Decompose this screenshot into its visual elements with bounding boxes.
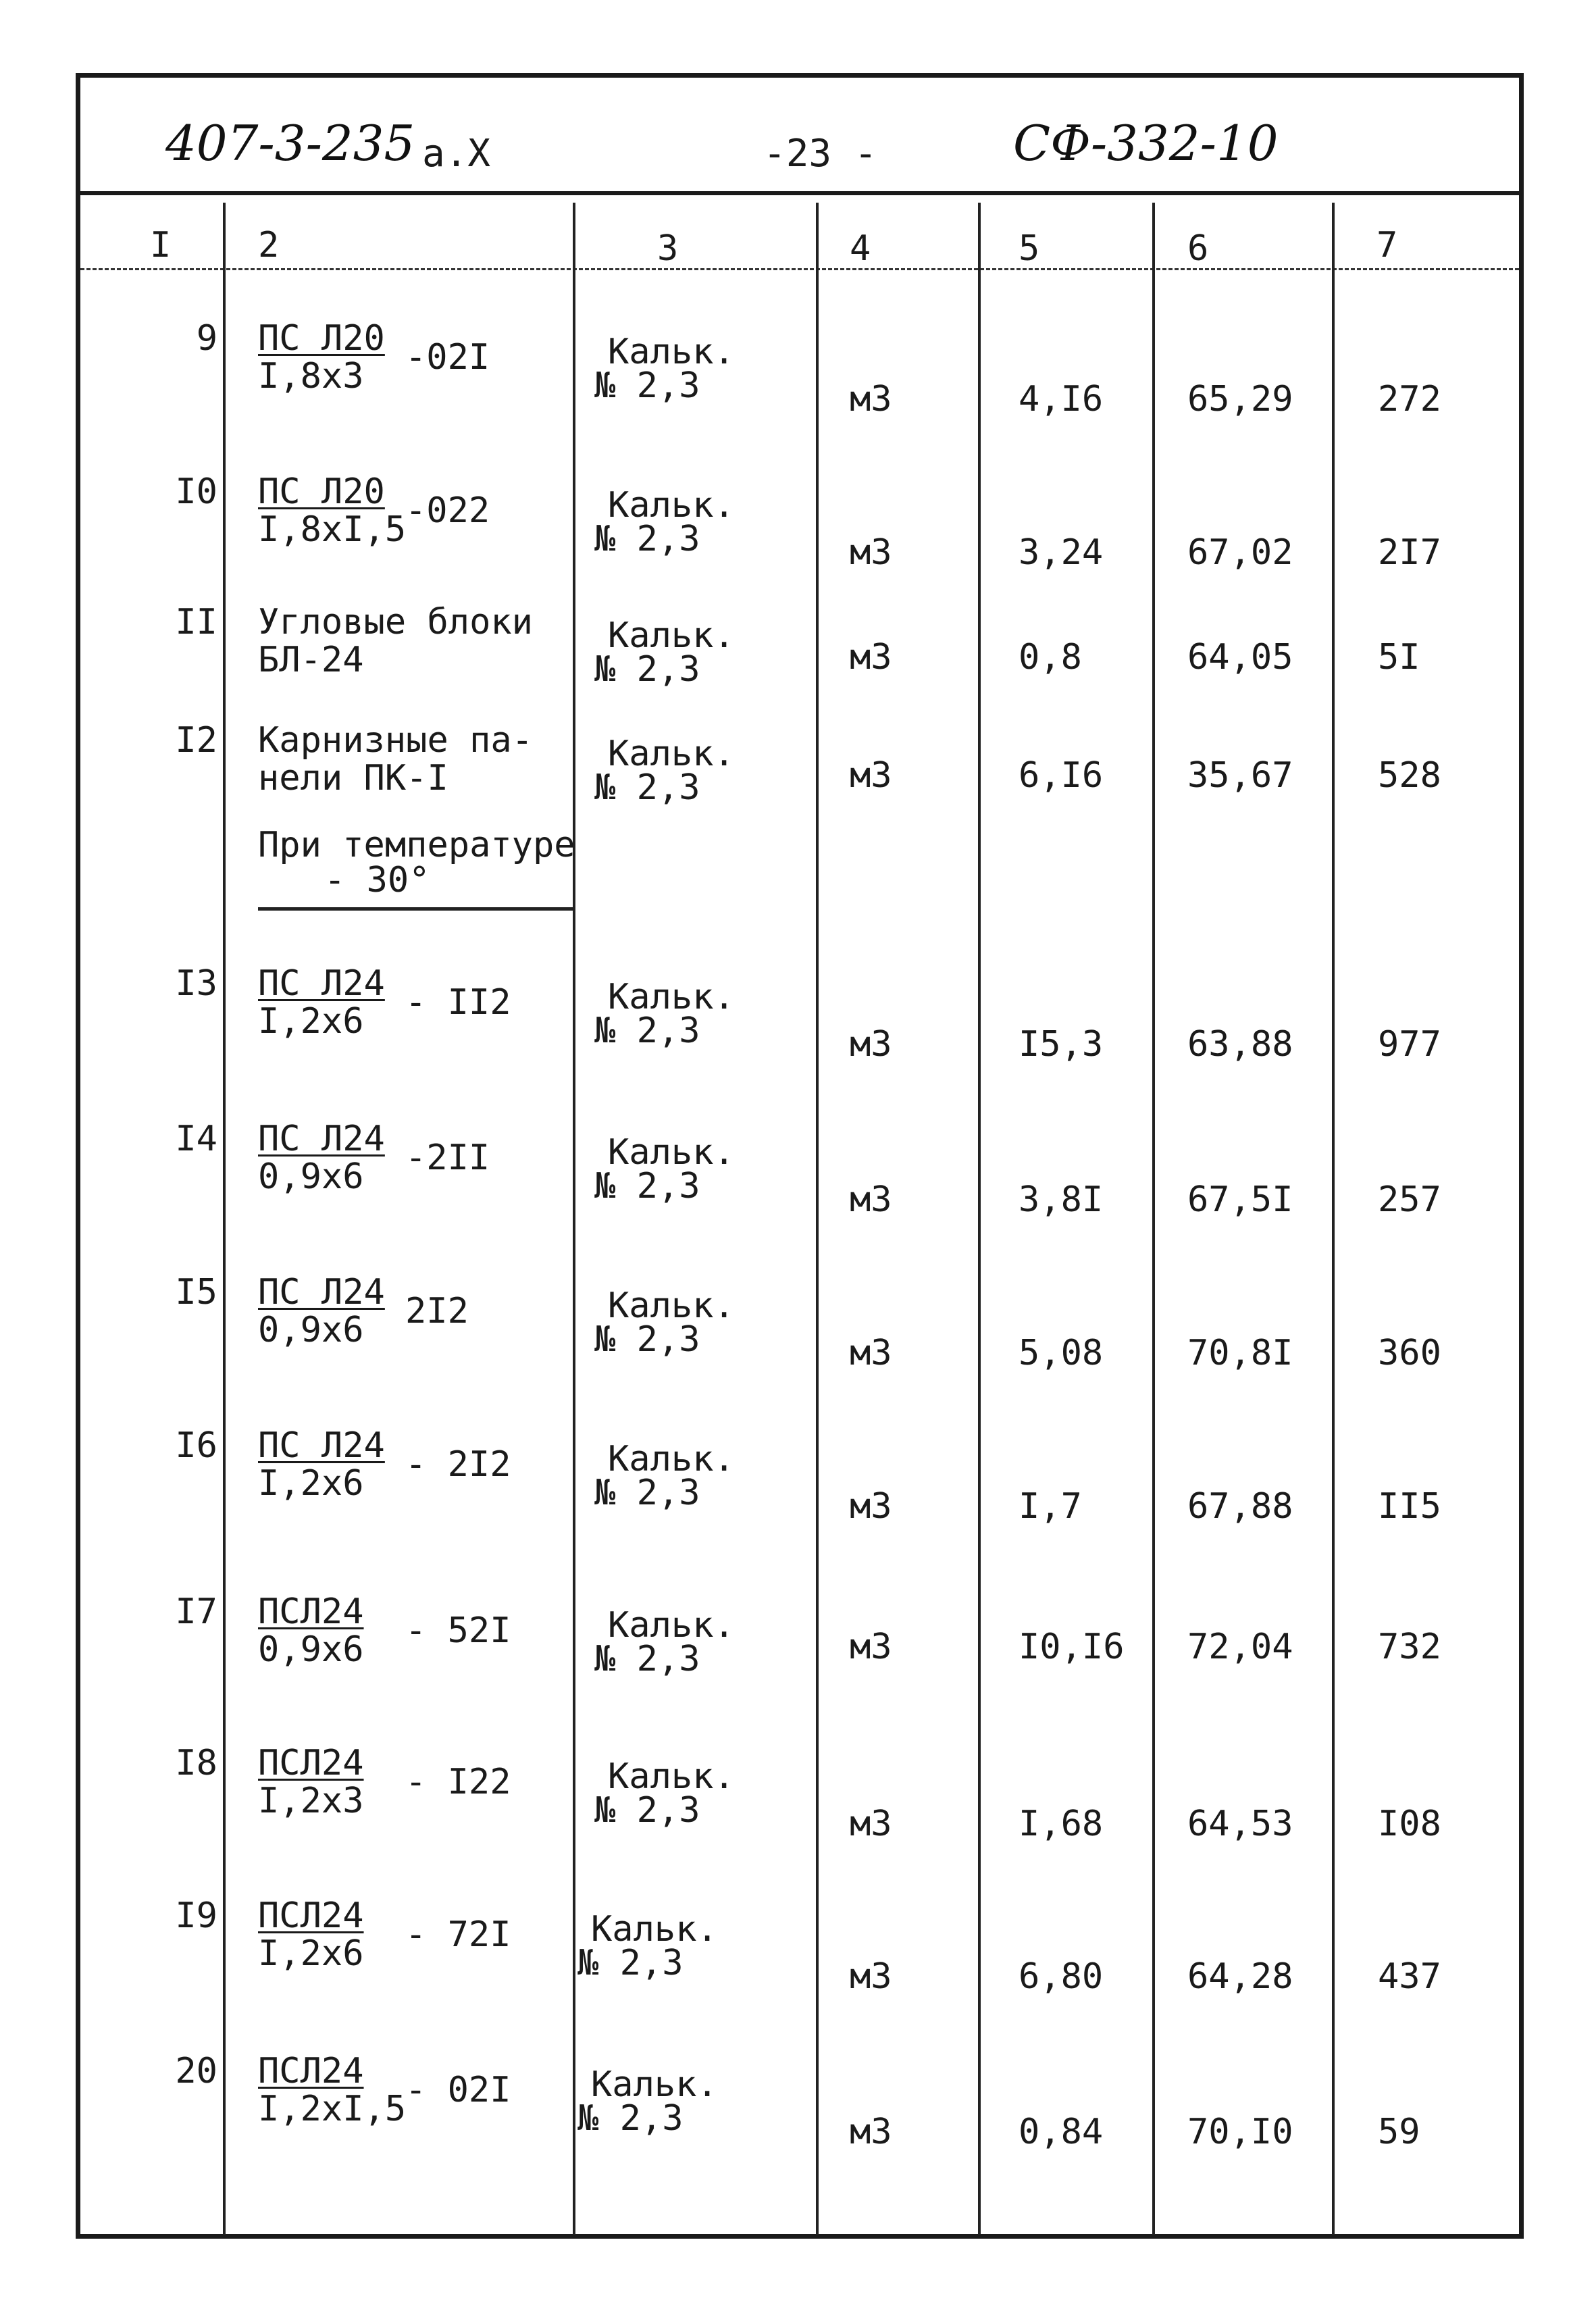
doc-label: Кальк. — [608, 1132, 735, 1173]
row-number: I5 — [175, 1272, 217, 1313]
column-divider-5 — [1152, 203, 1155, 2235]
unit-price: 67,5I — [1187, 1179, 1293, 1220]
doc-number: № 2,3 — [594, 767, 700, 808]
doc-number: № 2,3 — [594, 1473, 700, 1513]
doc-label: Кальк. — [608, 485, 735, 526]
item-size: I,2x6 — [258, 1463, 364, 1504]
row-number: I4 — [175, 1119, 217, 1159]
quantity: 6,I6 — [1019, 755, 1104, 796]
doc-number: № 2,3 — [594, 365, 700, 406]
unit: м3 — [850, 1333, 892, 1373]
unit: м3 — [850, 1956, 892, 1997]
section-note-line2: - 30° — [324, 860, 430, 900]
row-number: I2 — [175, 720, 217, 761]
item-size: I,2x6 — [258, 1001, 364, 1042]
quantity: 3,8I — [1019, 1179, 1104, 1220]
item-name: ПСЛ24 — [258, 1592, 364, 1632]
doc-code: 407-3-235 — [165, 115, 415, 172]
doc-label: Кальк. — [591, 2064, 718, 2105]
unit-price: 72,04 — [1187, 1627, 1293, 1667]
doc-label: Кальк. — [608, 332, 735, 372]
quantity: I,7 — [1019, 1486, 1082, 1527]
item-size: БЛ-24 — [258, 640, 364, 680]
header-divider — [76, 191, 1524, 195]
unit: м3 — [850, 755, 892, 796]
sheet-code: СФ-332-10 — [1013, 115, 1279, 172]
item-name: ПС Л24 — [258, 1272, 385, 1313]
total-cost: 977 — [1378, 1024, 1441, 1065]
item-code: - 02I — [405, 2070, 511, 2110]
total-cost: 437 — [1378, 1956, 1441, 1997]
item-code: - II2 — [405, 982, 511, 1023]
column-header-divider — [80, 268, 1519, 270]
doc-number: № 2,3 — [577, 2098, 684, 2139]
quantity: I5,3 — [1019, 1024, 1104, 1065]
item-size: I,2x3 — [258, 1781, 364, 1821]
row-number: 20 — [175, 2051, 217, 2091]
unit-price: 64,28 — [1187, 1956, 1293, 1997]
unit-price: 65,29 — [1187, 379, 1293, 420]
doc-number: № 2,3 — [594, 1319, 700, 1360]
doc-number: № 2,3 — [594, 1166, 700, 1206]
item-name: Карнизные па- — [258, 720, 533, 761]
doc-number: № 2,3 — [594, 1639, 700, 1679]
unit-price: 35,67 — [1187, 755, 1293, 796]
total-cost: 2I7 — [1378, 532, 1441, 573]
total-cost: 528 — [1378, 755, 1441, 796]
item-code: - 52I — [405, 1610, 511, 1651]
unit: м3 — [850, 1486, 892, 1527]
item-name: Угловые блоки — [258, 602, 533, 642]
total-cost: 272 — [1378, 379, 1441, 420]
column-header-3: 3 — [657, 228, 679, 269]
total-cost: I08 — [1378, 1804, 1441, 1844]
column-divider-3 — [816, 203, 819, 2235]
row-number: 9 — [196, 318, 217, 359]
doc-label: Кальк. — [608, 1439, 735, 1479]
column-divider-6 — [1332, 203, 1335, 2235]
item-size: I,8xI,5 — [258, 509, 407, 550]
quantity: 0,84 — [1019, 2112, 1104, 2152]
item-name: ПС Л24 — [258, 1425, 385, 1466]
column-header-4: 4 — [850, 228, 871, 269]
quantity: 6,80 — [1019, 1956, 1104, 1997]
page-number: -23 - — [763, 132, 877, 176]
total-cost: 5I — [1378, 637, 1420, 678]
row-number: I0 — [175, 472, 217, 512]
row-number: I3 — [175, 963, 217, 1004]
album-label: а.X — [422, 132, 491, 176]
doc-label: Кальк. — [608, 1286, 735, 1326]
unit: м3 — [850, 1179, 892, 1220]
doc-number: № 2,3 — [594, 1790, 700, 1831]
doc-label: Кальк. — [608, 615, 735, 656]
doc-number: № 2,3 — [577, 1943, 684, 1983]
item-size: нели ПК-I — [258, 758, 448, 798]
column-header-2: 2 — [258, 225, 280, 265]
unit-price: 63,88 — [1187, 1024, 1293, 1065]
section-note-line1: При температуре — [258, 825, 575, 865]
unit-price: 70,8I — [1187, 1333, 1293, 1373]
unit-price: 64,05 — [1187, 637, 1293, 678]
total-cost: 59 — [1378, 2112, 1420, 2152]
doc-number: № 2,3 — [594, 519, 700, 559]
doc-number: № 2,3 — [594, 1011, 700, 1051]
quantity: I,68 — [1019, 1804, 1104, 1844]
quantity: I0,I6 — [1019, 1627, 1125, 1667]
item-code: - I22 — [405, 1762, 511, 1802]
item-size: I,2xI,5 — [258, 2089, 407, 2129]
column-divider-1 — [223, 203, 226, 2235]
row-number: I9 — [175, 1896, 217, 1936]
section-note-rule — [258, 907, 575, 911]
unit: м3 — [850, 2112, 892, 2152]
item-name: ПСЛ24 — [258, 1896, 364, 1936]
unit-price: 64,53 — [1187, 1804, 1293, 1844]
doc-label: Кальк. — [608, 1756, 735, 1797]
unit: м3 — [850, 1627, 892, 1667]
column-divider-2 — [573, 203, 575, 2235]
quantity: 4,I6 — [1019, 379, 1104, 420]
item-name: ПС Л20 — [258, 318, 385, 359]
unit-price: 70,I0 — [1187, 2112, 1293, 2152]
column-header-1: I — [150, 225, 172, 265]
item-code: - 72I — [405, 1914, 511, 1955]
item-code: -022 — [405, 490, 490, 531]
unit: м3 — [850, 1804, 892, 1844]
item-name: ПСЛ24 — [258, 1743, 364, 1783]
unit-price: 67,88 — [1187, 1486, 1293, 1527]
unit: м3 — [850, 637, 892, 678]
unit: м3 — [850, 1024, 892, 1065]
total-cost: 360 — [1378, 1333, 1441, 1373]
doc-number: № 2,3 — [594, 649, 700, 690]
column-divider-4 — [978, 203, 981, 2235]
quantity: 3,24 — [1019, 532, 1104, 573]
quantity: 5,08 — [1019, 1333, 1104, 1373]
item-size: I,2x6 — [258, 1933, 364, 1974]
item-size: 0,9x6 — [258, 1629, 364, 1670]
row-number: I8 — [175, 1743, 217, 1783]
item-name: ПСЛ24 — [258, 2051, 364, 2091]
item-code: -2II — [405, 1138, 490, 1178]
item-name: ПС Л20 — [258, 472, 385, 512]
column-header-7: 7 — [1376, 225, 1398, 265]
total-cost: 732 — [1378, 1627, 1441, 1667]
column-header-6: 6 — [1187, 228, 1209, 269]
item-code: 2I2 — [405, 1291, 469, 1331]
item-code: - 2I2 — [405, 1444, 511, 1485]
quantity: 0,8 — [1019, 637, 1082, 678]
item-code: -02I — [405, 337, 490, 378]
item-size: 0,9x6 — [258, 1156, 364, 1197]
unit: м3 — [850, 379, 892, 420]
doc-label: Кальк. — [608, 734, 735, 774]
row-number: I6 — [175, 1425, 217, 1466]
column-header-5: 5 — [1019, 228, 1040, 269]
total-cost: 257 — [1378, 1179, 1441, 1220]
item-size: 0,9x6 — [258, 1310, 364, 1350]
item-name: ПС Л24 — [258, 1119, 385, 1159]
unit: м3 — [850, 532, 892, 573]
unit-price: 67,02 — [1187, 532, 1293, 573]
total-cost: II5 — [1378, 1486, 1441, 1527]
item-size: I,8x3 — [258, 356, 364, 397]
doc-label: Кальк. — [591, 1909, 718, 1950]
row-number: I7 — [175, 1592, 217, 1632]
row-number: II — [175, 602, 217, 642]
item-name: ПС Л24 — [258, 963, 385, 1004]
doc-label: Кальк. — [608, 1605, 735, 1646]
doc-label: Кальк. — [608, 977, 735, 1017]
